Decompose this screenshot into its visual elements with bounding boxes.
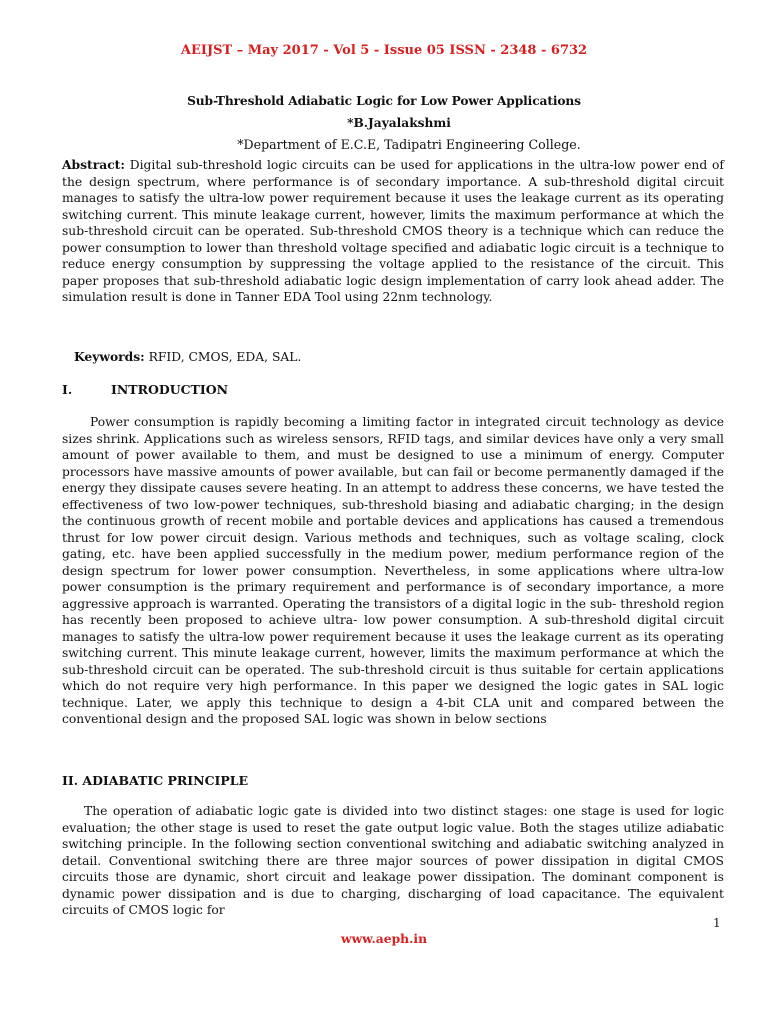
abstract-text: Digital sub-threshold logic circuits can be used for applications in the ultra-low power end of the design spectrum, where performance is of secondary importance. A sub-threshold digital circuit manages to satisfy the ultra-low power requirement because it uses the leakage current as its operating switching current. This minute leakage current, however, limits the maximum performance at which the sub-threshold circuit can be operated. Sub-threshold CMOS theory is a technique which can reduce the power consumption to lower than threshold voltage specified and adiabatic logic circuit is a technique to reduce energy consumption by suppressing the voltage applied to the resistance of the circuit. This paper proposes that sub-threshold adiabatic logic design implementation of carry look ahead adder. The simulation result is done in Tanner EDA Tool using 22nm technology. [62,158,724,304]
page-number: 1 [713,916,721,930]
journal-header: AEIJST – May 2017 - Vol 5 - Issue 05 ISSN - 2348 - 6732 [180,43,588,58]
section-title: INTRODUCTION [111,382,229,397]
abstract-paragraph [62,157,724,306]
section-heading-adiabatic-principle: II. ADIABATIC PRINCIPLE [62,773,249,788]
paper-author: *B.Jayalakshmi [347,116,451,130]
keywords-label: Keywords: [74,349,145,364]
abstract-label: Abstract: [62,157,125,172]
section-number: I. [62,382,73,397]
paper-affiliation: *Department of E.C.E, Tadipatri Engineering College. [237,137,581,152]
paper-title: Sub-Threshold Adiabatic Logic for Low Power Applications [187,94,581,108]
introduction-paragraph: Power consumption is rapidly becoming a limiting factor in integrated circuit technology as device sizes shrink. Applications such as wireless sensors, RFID tags, and similar devices have only a very small amount of power available to them, and must be designed to use a minimum of energy. Computer processors have massive amounts of power available, but can fail or become permanently damaged if the energy they dissipate causes severe heating. In an attempt to address these concerns, we have tested the effectiveness of two low-power techniques, sub-threshold biasing and adiabatic charging; in the design the continuous growth of recent mobile and portable devices and applications has caused a tremendous thrust for low power circuit design. Various methods and techniques, such as voltage scaling, clock gating, etc. have been applied successfully in the medium power, medium performance region of the design spectrum for lower power consumption. Nevertheless, in some applications where ultra-low power consumption is the primary requirement and performance is of secondary importance, a more aggressive approach is warranted. Operating the transistors of a digital logic in the sub- threshold region has recently been proposed to achieve ultra- low power consumption. A sub-threshold digital circuit manages to satisfy the ultra-low power requirement because it uses the leakage current as its operating switching current. This minute leakage current, however, limits the maximum performance at which the sub-threshold circuit can be operated. The sub-threshold circuit is thus suitable for certain applications which do not require very high performance. In this paper we designed the logic gates in SAL logic technique. Later, we apply this technique to design a 4-bit CLA unit and compared between the conventional design and the proposed SAL logic was shown in below sections [62,415,724,726]
keywords-line [74,349,301,364]
website-link[interactable]: www.aeph.in [340,931,428,946]
keywords-text: RFID, CMOS, EDA, SAL. [148,350,302,364]
section-heading-introduction [62,382,228,397]
adiabatic-paragraph: The operation of adiabatic logic gate is divided into two distinct stages: one stage is used for logic evaluation; the other stage is used to reset the gate output logic value. Both the stages utilize adiabatic switching principle. In the following section conventional switching and adiabatic switching analyzed in detail. Conventional switching there are three major sources of power dissipation in digital CMOS circuits those are dynamic, short circuit and leakage power dissipation. The dominant component is dynamic power dissipation and is due to charging, discharging of load capacitance. The equivalent circuits of CMOS logic for [62,804,724,917]
